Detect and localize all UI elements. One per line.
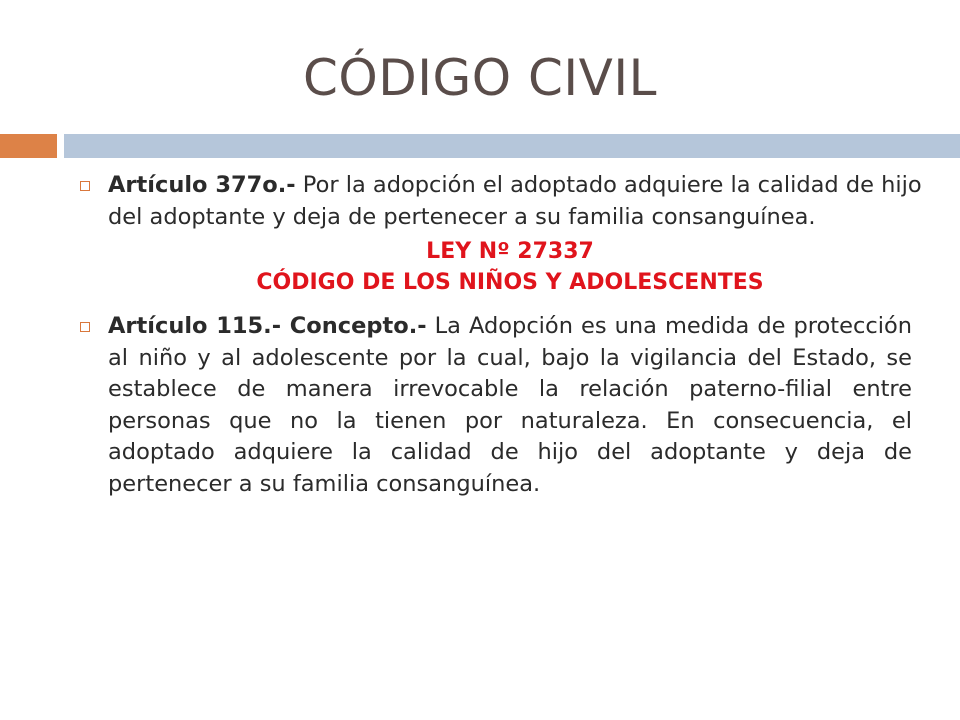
- slide-title: CÓDIGO CIVIL: [303, 49, 657, 107]
- law-number: LEY Nº 27337: [426, 239, 594, 264]
- article-115-text: La Adopción es una medida de protección al niño y al adolescente por la cual, bajo la vigilancia del Estado, se establece de manera irrevocable la relación paterno-filial entre personas que no la tienen por naturaleza. En consecuencia, el adoptado adquiere la calidad de hijo del adoptante y deja de pertenecer a su familia consanguínea.: [108, 313, 912, 497]
- article-115-item: [72, 311, 912, 500]
- hollow-square-bullet-icon: [80, 322, 90, 332]
- hollow-square-bullet-icon: [80, 181, 90, 191]
- law-heading: [108, 236, 912, 298]
- accent-bar-blue: [64, 134, 960, 158]
- article-377-heading: Artículo 377o.-: [108, 172, 296, 198]
- article-377-item: [72, 170, 932, 233]
- article-115-heading: Artículo 115.- Concepto.-: [108, 313, 427, 339]
- article-377-text: Por la adopción el adoptado adquiere la calidad de hijo del adoptante y deja de pertenecer a su familia consanguínea.: [108, 172, 922, 230]
- accent-bar-orange: [0, 134, 57, 158]
- law-code-name: CÓDIGO DE LOS NIÑOS Y ADOLESCENTES: [256, 270, 764, 295]
- slide-content: [72, 170, 922, 500]
